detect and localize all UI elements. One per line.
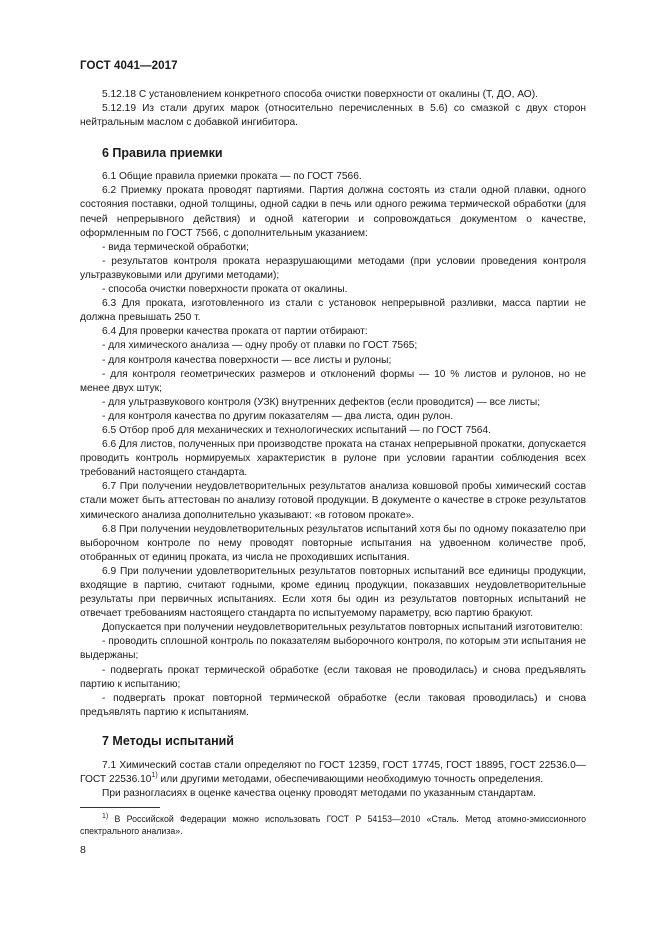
paragraph-7-1-text-end: или другими методами, обеспечивающими необходимую точность определения. [157, 774, 544, 786]
paragraph-6-6: 6.6 Для листов, полученных при производстве проката на станах непрерывной прокатки, допускается проводить контроль нормируемых характеристик в рулоне при условии гарантии соблюдения всех требований настоящего стандарта. [80, 439, 586, 479]
document-header: ГОСТ 4041—2017 [80, 60, 178, 72]
section-7-title: 7 Методы испытаний [102, 733, 234, 748]
footnote-reference: 1) [151, 772, 158, 780]
document-body [80, 88, 586, 837]
footnote-text: В Российской Федерации можно использовать ГОСТ Р 54153—2010 «Сталь. Метод атомно-эмиссионного спектрального анализа». [80, 814, 586, 837]
paragraph-6-9: 6.9 При получении удовлетворительных результатов повторных испытаний все единицы продукции, входящие в партию, считают годными, кроме единиц продукции, показавших неудовлетворительные результаты при первичных испытаниях. Если хотя бы один из результатов повторных испытаний не отвечает требованиям настоящего стандарта по испытуемому параметру, всю партию бракуют. [80, 565, 586, 620]
list-item: - для контроля качества поверхности — все листы и рулоны; [102, 354, 392, 366]
paragraph-5-12-19: 5.12.19 Из стали других марок (относительно перечисленных в 5.6) со смазкой с двух сторон нейтральным маслом с добавкой ингибитора. [80, 103, 586, 129]
paragraph-6-3: 6.3 Для проката, изготовленного из стали с установок непрерывной разливки, масса партии не должна превышать 250 т. [80, 298, 586, 324]
footnote-divider [80, 807, 160, 808]
paragraph-7-1 [80, 759, 586, 787]
paragraph-allowance: Допускается при получении неудовлетворительных результатов повторных испытаний изготовителю: [102, 622, 583, 634]
paragraph-7-1-text: 7.1 Химический состав стали определяют по ГОСТ 12359, ГОСТ 17745, ГОСТ 18895, ГОСТ 22536.0—ГОСТ 22536.10 [80, 759, 586, 786]
paragraph-6-5: 6.5 Отбор проб для механических и технологических испытаний — по ГОСТ 7564. [102, 424, 491, 436]
paragraph-6-8: 6.8 При получении неудовлетворительных результатов испытаний хотя бы по одному показателю при выборочном контроле по нему проводят повторные испытания на удвоенном количестве проб, отобранных от единиц проката, из числа не проходивших испытания. [80, 523, 586, 563]
section-6-title: 6 Правила приемки [102, 146, 223, 161]
footnote-mark: 1) [102, 812, 109, 820]
list-item: - вида термической обработки; [102, 241, 249, 253]
paragraph-6-4: 6.4 Для проверки качества проката от партии отбирают: [102, 326, 368, 338]
list-item: - для контроля качества по другим показателям — два листа, один рулон. [102, 410, 454, 422]
list-item: - для контроля геометрических размеров и отклонений формы — 10 % листов и рулонов, но не менее двух штук; [80, 368, 586, 394]
paragraph-6-7: 6.7 При получении неудовлетворительных результатов анализа ковшовой пробы химический состав стали может быть аттестован по анализу готовой продукции. В документе о качестве в строке результатов химического анализа дополнительно указывают: «в готовом прокате». [80, 481, 586, 521]
list-item: - проводить сплошной контроль по показателям выборочного контроля, по которым эти испытания не выдержаны; [80, 636, 586, 662]
list-item: - результатов контроля проката неразрушающими методами (при условии проведения контроля ультразвуковыми или другими методами); [80, 255, 586, 281]
list-item: - подвергать прокат повторной термической обработке (если таковая проводилась) и снова предъявлять партию к испытаниям. [80, 692, 586, 718]
list-item: - способа очистки поверхности проката от окалины. [102, 284, 348, 296]
paragraph-7-2: При разногласиях в оценке качества оценку проводят методами по указанным стандартам. [102, 788, 536, 800]
page-number: 8 [80, 844, 86, 856]
list-item: - для химического анализа — одну пробу от плавки по ГОСТ 7565; [102, 340, 418, 352]
paragraph-5-12-18: 5.12.18 С установлением конкретного способа очистки поверхности от окалины (Т, ДО, АО). [102, 89, 538, 100]
paragraph-6-1: 6.1 Общие правила приемки проката — по ГОСТ 7566. [102, 171, 362, 183]
list-item: - для ультразвукового контроля (УЗК) внутренних дефектов (если проводится) — все листы; [102, 396, 541, 408]
footnote [80, 813, 586, 837]
paragraph-6-2: 6.2 Приемку проката проводят партиями. Партия должна состоять из стали одной плавки, одного состояния поставки, одной толщины, одной садки в печь или одного режима термической обработки (для печей непрерывного действия) и одной категории и сопровождаться документом о качестве, оформленным по ГОСТ 7566, с дополнительным указанием: [80, 185, 586, 239]
list-item: - подвергать прокат термической обработке (если таковая не проводилась) и снова предъявлять партию к испытанию; [80, 664, 586, 690]
